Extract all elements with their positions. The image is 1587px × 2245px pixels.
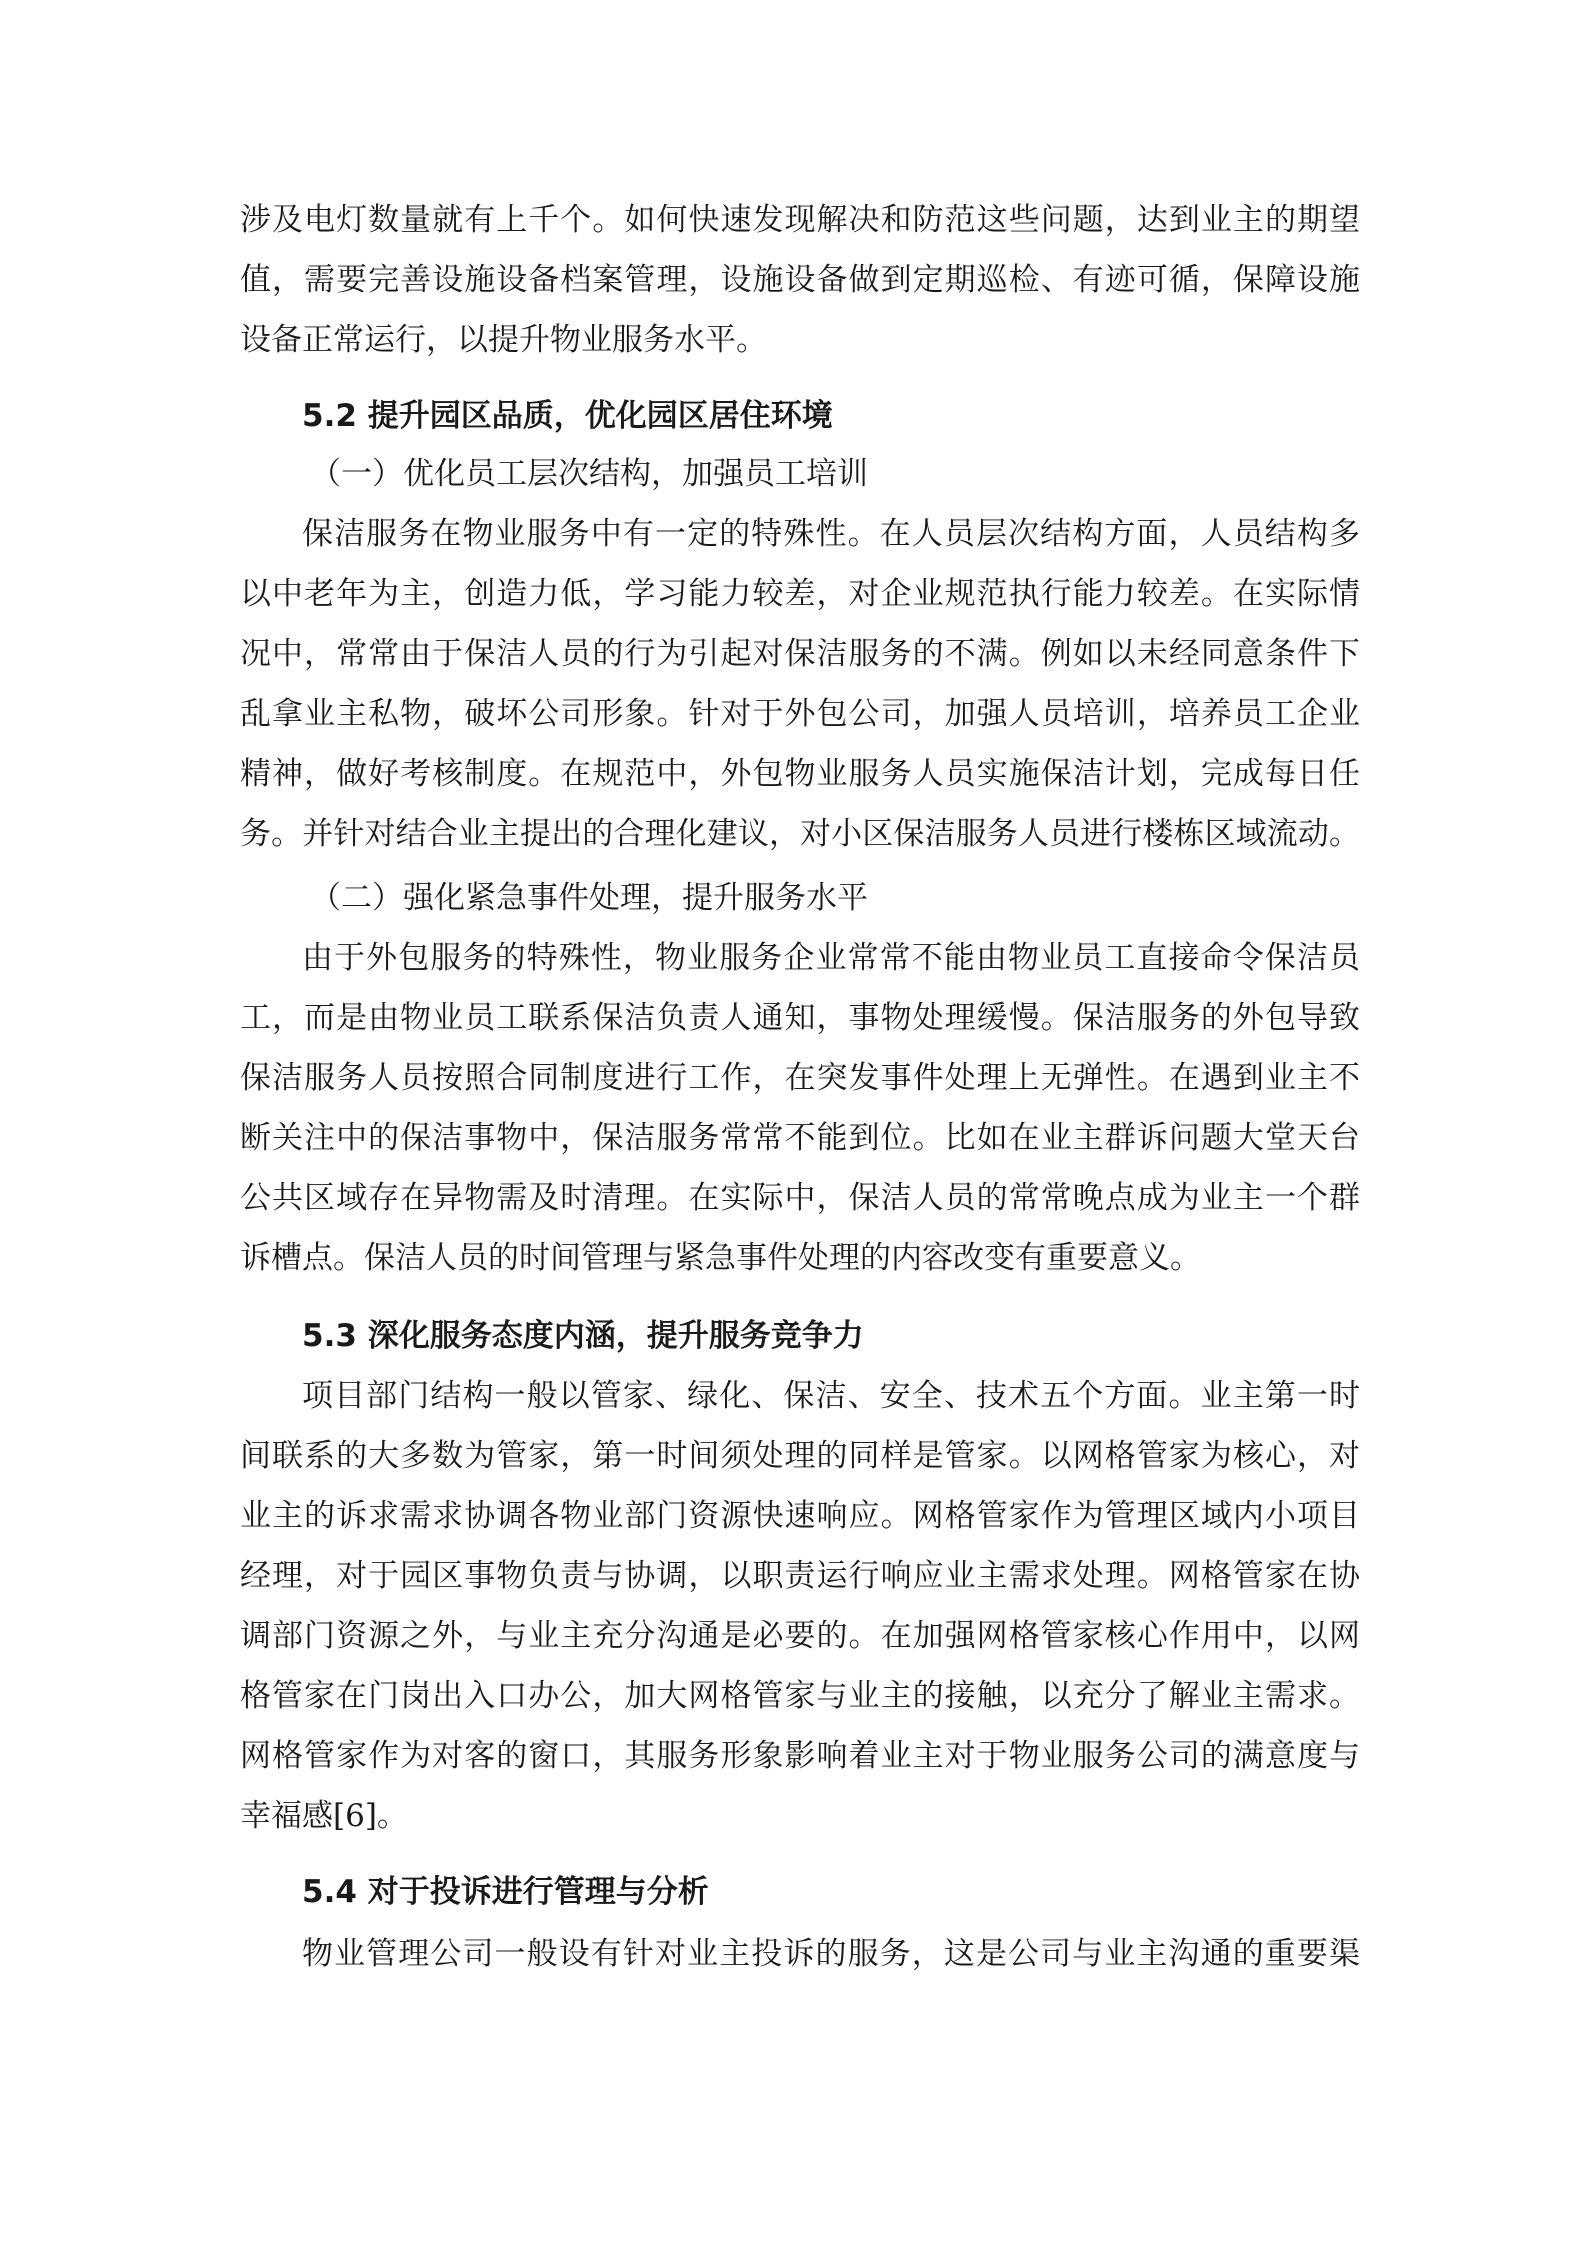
body-line: 经理，对于园区事物负责与协调，以职责运行响应业主需求处理。网格管家在协	[240, 1558, 1360, 1594]
subsection-heading-1: （一）优化员工层次结构，加强员工培训	[310, 456, 868, 492]
body-line: 保洁服务人员按照合同制度进行工作，在突发事件处理上无弹性。在遇到业主不	[240, 1060, 1360, 1096]
paragraph-first-line: 保洁服务在物业服务中有一定的特殊性。在人员层次结构方面，人员结构多	[302, 516, 1360, 552]
body-line: 设备正常运行，以提升物业服务水平。	[240, 322, 767, 358]
body-line: 涉及电灯数量就有上千个。如何快速发现解决和防范这些问题，达到业主的期望	[240, 202, 1360, 238]
body-line: 务。并针对结合业主提出的合理化建议，对小区保洁服务人员进行楼栋区域流动。	[240, 816, 1360, 852]
body-line: 况中，常常由于保洁人员的行为引起对保洁服务的不满。例如以未经同意条件下	[240, 636, 1360, 672]
body-line: 乱拿业主私物，破坏公司形象。针对于外包公司，加强人员培训，培养员工企业	[240, 696, 1360, 732]
section-heading-5-4: 5.4 对于投诉进行管理与分析	[302, 1874, 709, 1910]
body-line: 工，而是由物业员工联系保洁负责人通知，事物处理缓慢。保洁服务的外包导致	[240, 1000, 1360, 1036]
body-line: 业主的诉求需求协调各物业部门资源快速响应。网格管家作为管理区域内小项目	[240, 1498, 1360, 1534]
paragraph-first-line: 由于外包服务的特殊性，物业服务企业常常不能由物业员工直接命令保洁员	[302, 940, 1360, 976]
body-line: 网格管家作为对客的窗口，其服务形象影响着业主对于物业服务公司的满意度与	[240, 1738, 1360, 1774]
section-heading-5-2: 5.2 提升园区品质，优化园区居住环境	[302, 398, 833, 434]
body-line: 值，需要完善设施设备档案管理，设施设备做到定期巡检、有迹可循，保障设施	[240, 262, 1360, 298]
subsection-heading-2: （二）强化紧急事件处理，提升服务水平	[310, 880, 868, 916]
body-line: 公共区域存在异物需及时清理。在实际中，保洁人员的常常晚点成为业主一个群	[240, 1180, 1360, 1216]
body-line: 间联系的大多数为管家，第一时间须处理的同样是管家。以网格管家为核心，对	[240, 1438, 1360, 1474]
paragraph-first-line: 物业管理公司一般设有针对业主投诉的服务，这是公司与业主沟通的重要渠	[302, 1936, 1360, 1972]
body-line: 调部门资源之外，与业主充分沟通是必要的。在加强网格管家核心作用中，以网	[240, 1618, 1360, 1654]
paragraph-first-line: 项目部门结构一般以管家、绿化、保洁、安全、技术五个方面。业主第一时	[302, 1378, 1360, 1414]
body-line: 精神，做好考核制度。在规范中，外包物业服务人员实施保洁计划，完成每日任	[240, 756, 1360, 792]
body-line: 诉槽点。保洁人员的时间管理与紧急事件处理的内容改变有重要意义。	[240, 1240, 1201, 1276]
body-line: 以中老年为主，创造力低，学习能力较差，对企业规范执行能力较差。在实际情	[240, 576, 1360, 612]
body-line: 幸福感[6]。	[240, 1798, 408, 1834]
body-line: 断关注中的保洁事物中，保洁服务常常不能到位。比如在业主群诉问题大堂天台	[240, 1120, 1360, 1156]
body-line: 格管家在门岗出入口办公，加大网格管家与业主的接触，以充分了解业主需求。	[240, 1678, 1360, 1714]
section-heading-5-3: 5.3 深化服务态度内涵，提升服务竞争力	[302, 1318, 864, 1354]
